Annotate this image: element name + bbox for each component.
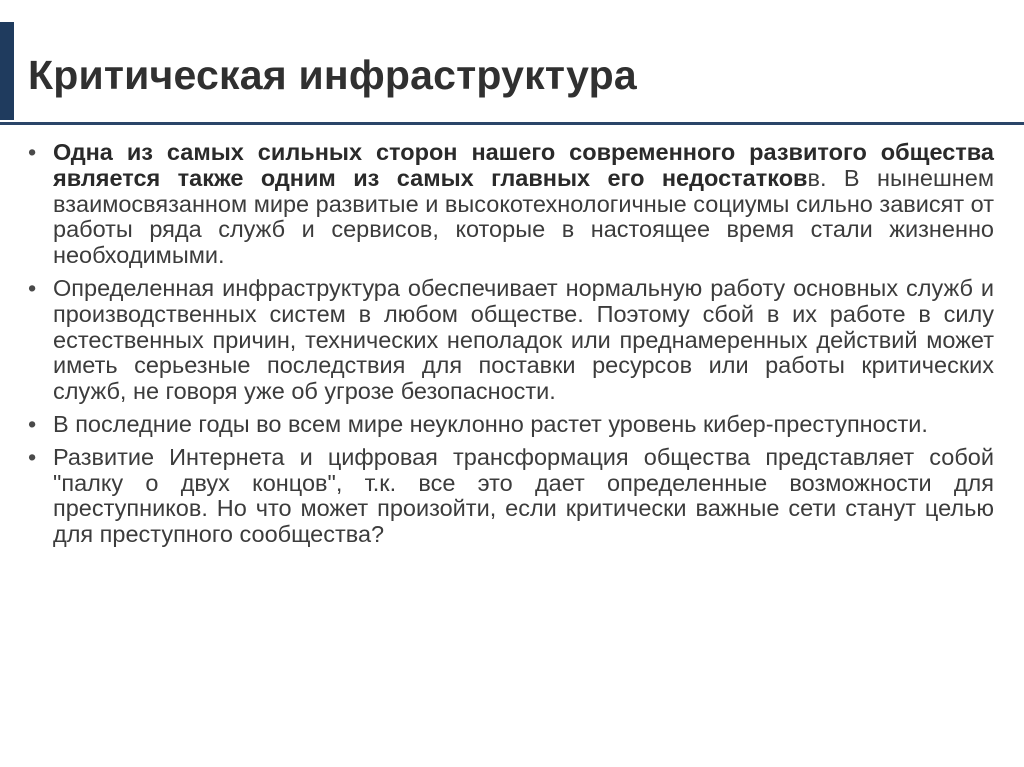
bullet-list <box>28 140 994 555</box>
bullet-4-text: Развитие Интернета и цифровая трансформация общества представляет собой "палку о двух концов", т.к. все это дает определенные возможности для преступников. Но что может произойти, если критически важные сети станут целью для преступного сообщества? <box>53 443 994 548</box>
bullet-item-1 <box>28 140 994 269</box>
bullet-1-text: в. В нынешнем взаимосвязанном мире развитые и высокотехнологичные социумы сильно зависят от работы ряда служб и сервисов, которые в настоящее время стали жизненно необходимыми. <box>53 164 994 269</box>
bullet-dot-icon: • <box>28 443 37 470</box>
title-divider <box>0 122 1024 125</box>
bullet-1-bold-text: Одна из самых сильных сторон нашего современного развитого общества является также одним из самых главных его недостатков <box>53 139 994 191</box>
bullet-2-text: Определенная инфраструктура обеспечивает нормальную работу основных служб и производственных систем в любом обществе. Поэтому сбой в их работе в силу естественных причин, технических неполадок или преднамеренных действий может иметь серьезные последствия для поставки ресурсов или работы критических служб, не говоря уже об угрозе безопасности. <box>53 274 994 405</box>
bullet-3-text: В последние годы во всем мире неуклонно растет уровень кибер-преступности. <box>53 410 928 437</box>
bullet-dot-icon: • <box>28 139 37 165</box>
bullet-item-2 <box>28 276 994 405</box>
bullet-dot-icon: • <box>28 274 37 301</box>
title-accent-bar <box>0 22 14 120</box>
bullet-dot-icon: • <box>28 410 37 437</box>
bullet-item-4 <box>28 445 994 548</box>
bullet-item-3 <box>28 412 994 438</box>
slide-title: Критическая инфраструктура <box>28 52 637 98</box>
